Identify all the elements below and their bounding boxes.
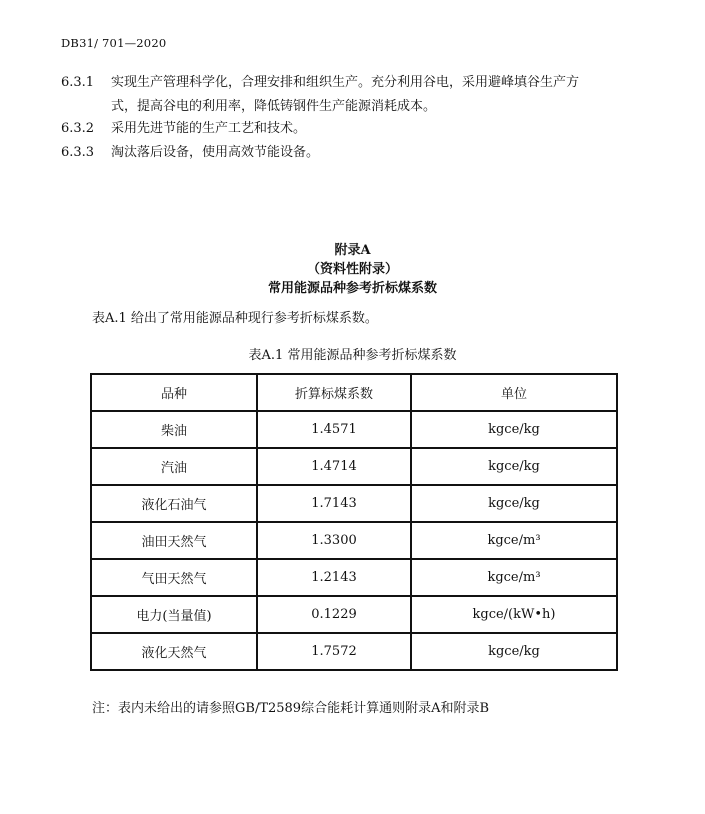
intro-text: 表A.1 给出了常用能源品种现行参考折标煤系数。	[92, 311, 378, 326]
cell-coefficient: 0.1229	[257, 596, 411, 633]
cell-name: 气田天然气	[91, 559, 257, 596]
appendix-title: 附录A	[334, 243, 371, 258]
energy-coefficient-table	[90, 373, 618, 671]
clause-number: 6.3.1	[61, 75, 95, 90]
table-row	[91, 596, 617, 633]
header-variety: 品种	[91, 374, 257, 411]
cell-coefficient: 1.4571	[257, 411, 411, 448]
appendix-heading: 常用能源品种参考折标煤系数	[267, 281, 437, 296]
cell-unit: kgce/kg	[411, 411, 617, 448]
cell-unit: kgce/m³	[411, 522, 617, 559]
table-caption: 表A.1 常用能源品种参考折标煤系数	[248, 348, 457, 363]
cell-unit: kgce/kg	[411, 485, 617, 522]
table-note: 注：表内未给出的请参照GB/T2589综合能耗计算通则附录A和附录B	[92, 701, 490, 716]
header-unit: 单位	[411, 374, 617, 411]
clause-text: 采用先进节能的生产工艺和技术。	[111, 121, 307, 136]
clause-text: 实现生产管理科学化，合理安排和组织生产。充分利用谷电，采用避峰填谷生产方	[111, 75, 580, 90]
cell-unit: kgce/(kW•h)	[411, 596, 617, 633]
clause-text-continued: 式，提高谷电的利用率，降低铸钢件生产能源消耗成本。	[111, 99, 437, 114]
clause-6-3-3	[61, 141, 621, 165]
table-row	[91, 633, 617, 670]
table-row	[91, 411, 617, 448]
cell-coefficient: 1.7143	[257, 485, 411, 522]
table-row	[91, 522, 617, 559]
cell-coefficient: 1.3300	[257, 522, 411, 559]
clause-text: 淘汰落后设备，使用高效节能设备。	[111, 145, 320, 160]
table-row	[91, 485, 617, 522]
clause-number: 6.3.2	[61, 121, 95, 136]
clause-number: 6.3.3	[61, 145, 95, 160]
cell-name: 电力(当量值)	[91, 596, 257, 633]
cell-coefficient: 1.7572	[257, 633, 411, 670]
cell-coefficient: 1.2143	[257, 559, 411, 596]
appendix-subtitle: （资料性附录）	[306, 262, 398, 277]
cell-coefficient: 1.4714	[257, 448, 411, 485]
cell-unit: kgce/kg	[411, 448, 617, 485]
cell-unit: kgce/kg	[411, 633, 617, 670]
table-header-row	[91, 374, 617, 411]
cell-unit: kgce/m³	[411, 559, 617, 596]
table-row	[91, 448, 617, 485]
clause-6-3-1	[61, 71, 621, 119]
cell-name: 汽油	[91, 448, 257, 485]
clause-6-3-2	[61, 117, 621, 141]
document-id: DB31/ 701—2020	[61, 36, 167, 50]
cell-name: 柴油	[91, 411, 257, 448]
cell-name: 油田天然气	[91, 522, 257, 559]
cell-name: 液化天然气	[91, 633, 257, 670]
header-coefficient: 折算标煤系数	[257, 374, 411, 411]
cell-name: 液化石油气	[91, 485, 257, 522]
table-row	[91, 559, 617, 596]
